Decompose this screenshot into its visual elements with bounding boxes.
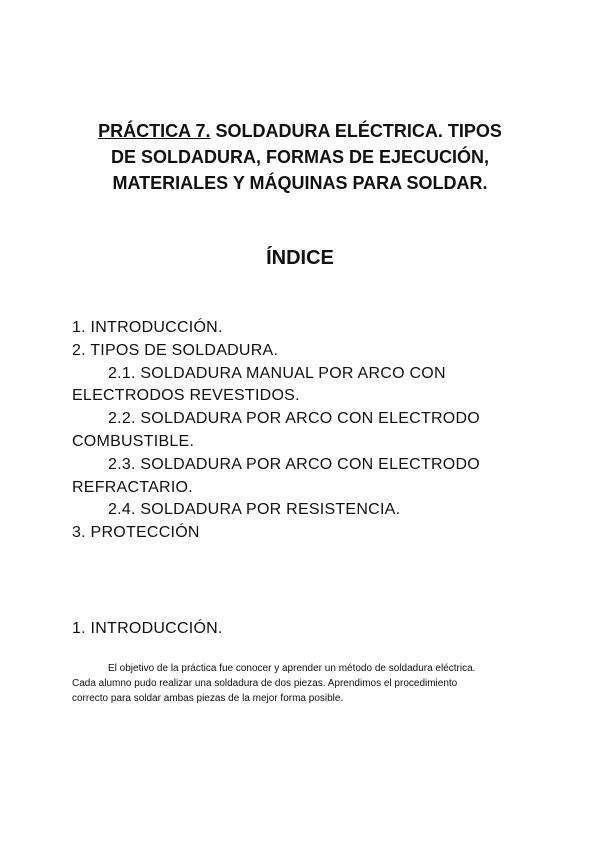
- table-of-contents: [72, 317, 542, 545]
- toc-entry-tipos-de-soldadura: 2. TIPOS DE SOLDADURA.: [72, 341, 279, 359]
- paragraph-line-1: El objetivo de la práctica fue conocer y aprender un método de soldadura eléctrica.: [108, 663, 476, 674]
- toc-entry-2-2: 2.2. SOLDADURA POR ARCO CON ELECTRODO: [108, 410, 480, 428]
- section-heading-introduccion: 1. INTRODUCCIÓN.: [72, 620, 223, 637]
- toc-entry-2-2-continued: COMBUSTIBLE.: [72, 432, 195, 450]
- title-practice-number: PRÁCTICA 7.: [98, 121, 211, 141]
- toc-entry-proteccion: 3. PROTECCIÓN: [72, 524, 200, 542]
- title-line-3: MATERIALES Y MÁQUINAS PARA SOLDAR.: [112, 173, 488, 193]
- title-line-1: [98, 121, 502, 141]
- paragraph-line-2: Cada alumno pudo realizar una soldadura de dos piezas. Aprendimos el procedimiento: [72, 678, 458, 689]
- document-title: [40, 118, 560, 196]
- title-line-1-rest: SOLDADURA ELÉCTRICA. TIPOS: [210, 121, 502, 141]
- introduction-paragraph: [72, 661, 532, 706]
- index-heading: ÍNDICE: [266, 247, 334, 269]
- toc-entry-2-1-continued: ELECTRODOS REVESTIDOS.: [72, 387, 300, 405]
- toc-entry-2-3: 2.3. SOLDADURA POR ARCO CON ELECTRODO: [108, 455, 480, 473]
- toc-entry-introduccion: 1. INTRODUCCIÓN.: [72, 319, 223, 336]
- toc-entry-2-1: 2.1. SOLDADURA MANUAL POR ARCO CON: [108, 364, 446, 382]
- toc-entry-2-4: 2.4. SOLDADURA POR RESISTENCIA.: [108, 501, 401, 519]
- toc-entry-2-3-continued: REFRACTARIO.: [72, 478, 193, 496]
- paragraph-line-3: correcto para soldar ambas piezas de la mejor forma posible.: [72, 693, 344, 704]
- title-line-2: DE SOLDADURA, FORMAS DE EJECUCIÓN,: [110, 147, 490, 167]
